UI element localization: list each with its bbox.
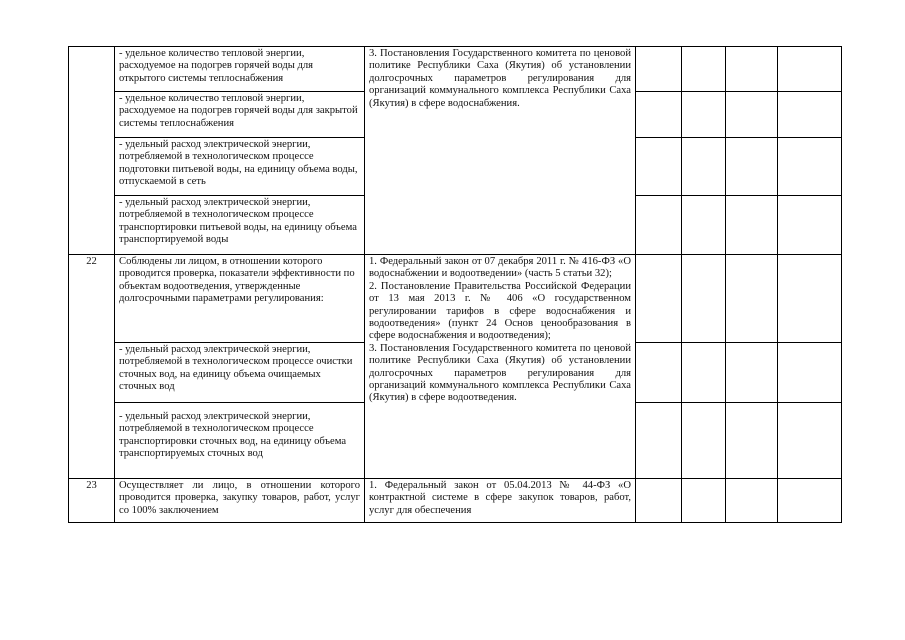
row-number: 23	[69, 479, 115, 523]
empty-cell	[636, 47, 682, 92]
empty-cell	[636, 196, 682, 255]
requirement-text: - удельное количество тепловой энергии, расходуемое на подогрев горячей воды для открытого системы теплоснабжения	[115, 47, 365, 92]
row-number	[69, 47, 115, 255]
table-row	[69, 47, 842, 92]
legal-reference-item: 1. Федеральный закон от 07 декабря 2011 г. № 416-ФЗ «О водоснабжении и водоотведении» (часть 5 статьи 32);	[369, 256, 631, 280]
empty-cell	[778, 196, 842, 255]
empty-cell	[682, 403, 726, 479]
empty-cell	[636, 479, 682, 523]
empty-cell	[682, 47, 726, 92]
empty-cell	[726, 403, 778, 479]
legal-reference	[365, 479, 636, 523]
empty-cell	[726, 47, 778, 92]
table-row	[69, 255, 842, 343]
empty-cell	[778, 479, 842, 523]
requirement-text: - удельный расход электрической энергии, потребляемой в технологическом процессе подготовки питьевой воды, на единицу объема воды, отпускаемой в сеть	[115, 138, 365, 196]
row-number: 22	[69, 255, 115, 479]
empty-cell	[726, 343, 778, 403]
empty-cell	[778, 138, 842, 196]
empty-cell	[726, 255, 778, 343]
empty-cell	[726, 92, 778, 138]
empty-cell	[778, 47, 842, 92]
empty-cell	[682, 92, 726, 138]
empty-cell	[636, 343, 682, 403]
table-row	[69, 479, 842, 523]
empty-cell	[682, 196, 726, 255]
empty-cell	[636, 255, 682, 343]
requirement-text: - удельное количество тепловой энергии, расходуемое на подогрев горячей воды для закрытой системы теплоснабжения	[115, 92, 365, 138]
empty-cell	[778, 403, 842, 479]
empty-cell	[726, 479, 778, 523]
inspection-checklist-table	[68, 46, 842, 523]
empty-cell	[682, 255, 726, 343]
empty-cell	[778, 343, 842, 403]
legal-reference-item: 3. Постановления Государственного комитета по ценовой политике Республики Саха (Якутия) об установлении долгосрочных параметров регулирования для организаций коммунального комплекса Республики Саха (Якутия) в сфере водоотведения.	[369, 342, 631, 404]
empty-cell	[778, 92, 842, 138]
legal-reference-item: 1. Федеральный закон от 05.04.2013 № 44-ФЗ «О контрактной системе в сфере закупок товаров, работ, услуг для обеспечения	[369, 480, 631, 516]
legal-reference-item: 2. Постановление Правительства Российской Федерации от 13 мая 2013 г. № 406 «О государственном регулировании тарифов в сфере водоснабжения и водоотведения» (пункт 24 Основ ценообразования в сфере водоснабжения и водоотведения);	[369, 280, 631, 342]
empty-cell	[682, 138, 726, 196]
requirement-text: - удельный расход электрической энергии, потребляемой в технологическом процессе транспортировки сточных вод, на единицу объема транспортируемых сточных вод	[115, 403, 365, 479]
requirement-text: - удельный расход электрической энергии, потребляемой в технологическом процессе очистки сточных вод, на единицу объема очищаемых сточных вод	[115, 343, 365, 403]
empty-cell	[636, 92, 682, 138]
empty-cell	[682, 479, 726, 523]
empty-cell	[636, 138, 682, 196]
legal-reference	[365, 255, 636, 479]
requirement-text: Соблюдены ли лицом, в отношении которого проводится проверка, показатели эффективности по объектам водоотведения, утвержденные долгосрочными параметрами регулирования:	[115, 255, 365, 343]
requirement-text: - удельный расход электрической энергии, потребляемой в технологическом процессе транспортировки питьевой воды, на единицу объема транспортируемой воды	[115, 196, 365, 255]
requirement-text: Осуществляет ли лицо, в отношении которого проводится проверка, закупку товаров, работ, услуг со 100% заключением	[115, 479, 365, 523]
empty-cell	[778, 255, 842, 343]
empty-cell	[726, 138, 778, 196]
legal-reference-item: 3. Постановления Государственного комитета по ценовой политике Республики Саха (Якутия) об установлении долгосрочных параметров регулирования для организаций коммунального комплекса Республики Саха (Якутия) в сфере водоснабжения.	[369, 48, 631, 109]
empty-cell	[726, 196, 778, 255]
empty-cell	[636, 403, 682, 479]
empty-cell	[682, 343, 726, 403]
legal-reference	[365, 47, 636, 255]
